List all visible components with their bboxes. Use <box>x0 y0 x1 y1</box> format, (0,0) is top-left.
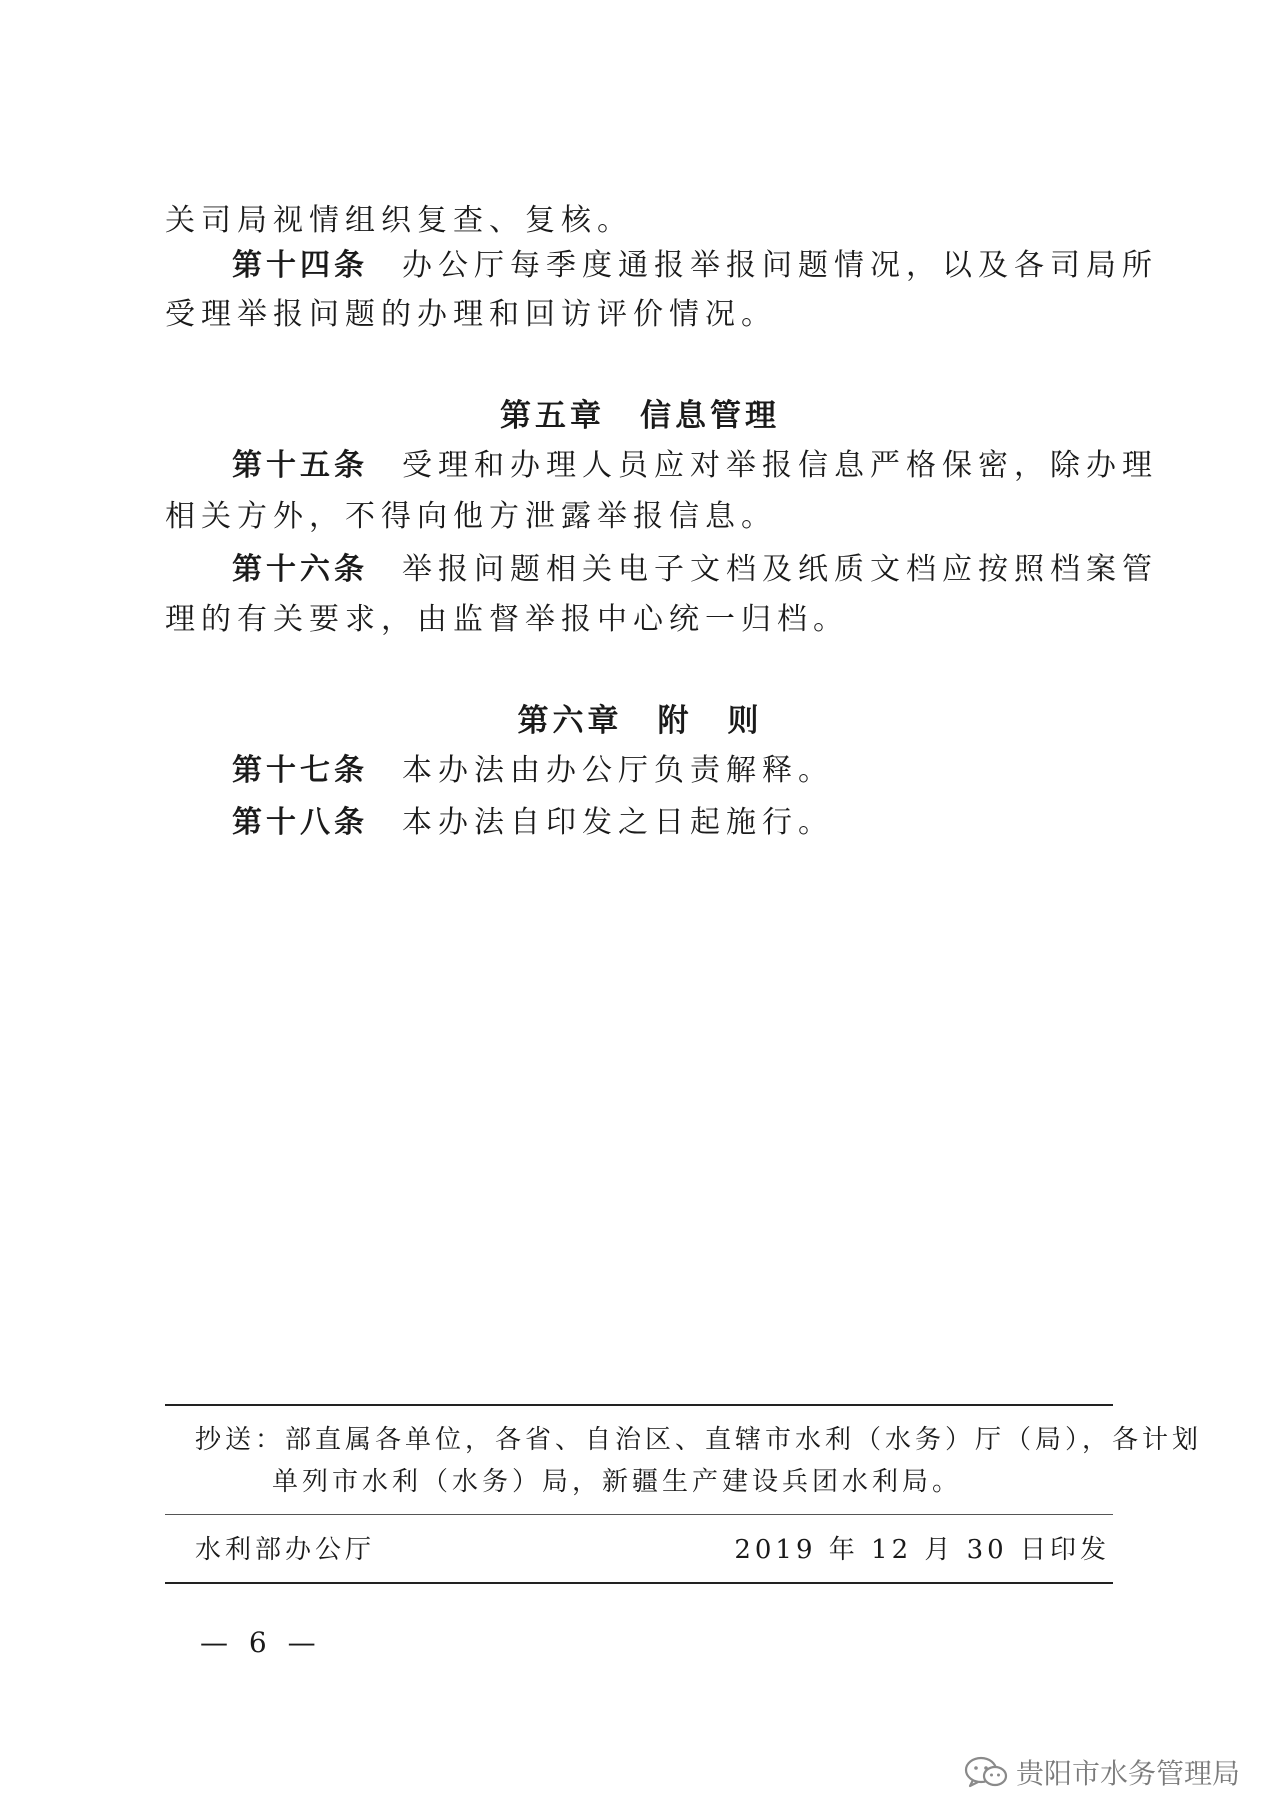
article-text: 理的有关要求，由监督举报中心统一归档。 <box>165 602 849 637</box>
chapter-heading: 第五章 信息管理 <box>500 398 780 434</box>
watermark <box>964 1752 1240 1792</box>
article-text: 本办法自印发之日起施行。 <box>402 805 834 840</box>
article-17 <box>232 747 1112 795</box>
paragraph-text: 关司局视情组织复查、复核。 <box>165 203 633 238</box>
footer-middle-rule <box>165 1514 1113 1515</box>
cc-line: 抄送：部直属各单位，各省、自治区、直辖市水利（水务）厅（局），各计划 <box>195 1425 1203 1455</box>
issue-date: 2019 年 12 月 30 日印发 <box>734 1535 1110 1565</box>
footer-bottom-rule <box>165 1582 1113 1584</box>
article-text: 受理和办理人员应对举报信息严格保密，除办理 <box>402 448 1158 483</box>
article-15 <box>232 442 1158 490</box>
watermark-text: 贵阳市水务管理局 <box>1015 1757 1240 1790</box>
cc-line: 单列市水利（水务）局，新疆生产建设兵团水利局。 <box>272 1467 963 1497</box>
article-number: 第十六条 <box>232 552 368 587</box>
article-number: 第十八条 <box>232 805 368 840</box>
article-number: 第十七条 <box>232 753 368 788</box>
article-text: 受理举报问题的办理和回访评价情况。 <box>165 297 777 332</box>
article-text: 办公厅每季度通报举报问题情况，以及各司局所 <box>402 248 1158 283</box>
issuer: 水利部办公厅 <box>195 1535 376 1565</box>
article-16 <box>232 546 1158 594</box>
article-16-continued <box>165 596 1115 644</box>
page-number: — 6 — <box>200 1626 322 1659</box>
paragraph-continuation <box>165 197 1115 245</box>
article-text: 举报问题相关电子文档及纸质文档应按照档案管 <box>402 552 1158 587</box>
footer-top-rule <box>165 1404 1113 1406</box>
article-text: 相关方外，不得向他方泄露举报信息。 <box>165 499 777 534</box>
article-text: 本办法由办公厅负责解释。 <box>402 753 834 788</box>
article-number: 第十四条 <box>232 248 368 283</box>
article-number: 第十五条 <box>232 448 368 483</box>
article-14 <box>232 242 1158 290</box>
article-14-continued <box>165 291 1115 339</box>
article-18 <box>232 799 1112 847</box>
wechat-icon <box>964 1755 1008 1789</box>
article-15-continued <box>165 493 1115 541</box>
chapter-heading: 第六章 附 则 <box>517 703 763 739</box>
